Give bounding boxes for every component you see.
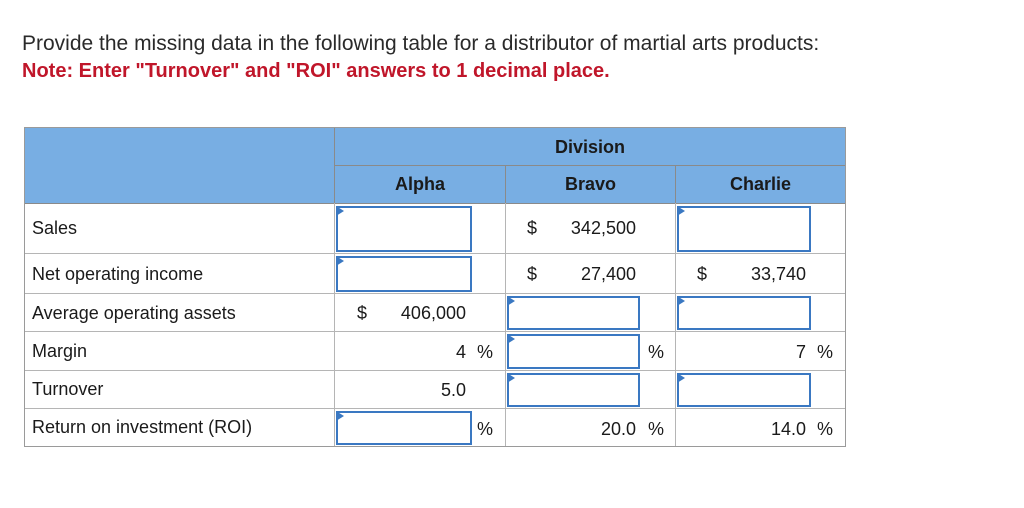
column-divider — [505, 203, 506, 447]
charlie-sales-input[interactable] — [677, 206, 811, 252]
charlie-roi-unit: % — [817, 419, 834, 439]
row-label-net-operating-income: Net operating income — [32, 264, 204, 284]
column-header-alpha: Alpha — [394, 174, 445, 194]
header-label-cell — [24, 127, 335, 204]
bravo-margin-input[interactable] — [507, 334, 640, 369]
bravo-sales-value: 342,500 — [570, 218, 636, 238]
decimal-note: Note: Enter "Turnover" and "ROI" answers to 1 decimal place. — [22, 60, 610, 82]
column-header-charlie: Charlie — [729, 174, 792, 194]
charlie-average-operating-assets-input[interactable] — [677, 296, 811, 330]
instruction-text: Provide the missing data in the following table for a distributor of martial arts products: — [22, 32, 820, 55]
input-marker-icon — [336, 411, 344, 421]
alpha-roi-input[interactable] — [336, 411, 472, 445]
input-marker-icon — [677, 373, 685, 383]
bravo-margin-unit: % — [648, 342, 665, 362]
row-label-roi: Return on investment (ROI) — [32, 417, 253, 437]
alpha-sales-input[interactable] — [336, 206, 472, 252]
alpha-roi-unit: % — [477, 419, 494, 439]
input-marker-icon — [677, 206, 685, 216]
bravo-noi-currency: $ — [527, 264, 538, 284]
roi-data-table — [24, 127, 846, 447]
charlie-roi-value: 14.0 — [770, 419, 806, 439]
input-marker-icon — [336, 256, 344, 266]
input-marker-icon — [677, 296, 685, 306]
alpha-turnover-value: 5.0 — [440, 380, 466, 400]
column-divider — [675, 203, 676, 447]
bravo-noi-value: 27,400 — [580, 264, 636, 284]
alpha-assets-currency: $ — [357, 303, 368, 323]
charlie-noi-value: 33,740 — [750, 264, 806, 284]
alpha-average-operating-assets: 406,000 — [400, 303, 466, 323]
division-header: Division — [554, 137, 625, 157]
input-marker-icon — [507, 373, 515, 383]
row-label-average-operating-assets: Average operating assets — [32, 303, 236, 323]
charlie-noi-currency: $ — [697, 264, 708, 284]
bravo-roi-unit: % — [648, 419, 665, 439]
alpha-net-operating-income-input[interactable] — [336, 256, 472, 292]
alpha-margin-value: 4 — [455, 342, 466, 362]
column-header-bravo: Bravo — [564, 174, 617, 194]
row-label-sales: Sales — [32, 218, 78, 238]
column-divider — [334, 203, 335, 447]
charlie-margin-unit: % — [817, 342, 834, 362]
input-marker-icon — [336, 206, 344, 216]
alpha-margin-unit: % — [477, 342, 494, 362]
charlie-turnover-input[interactable] — [677, 373, 811, 407]
charlie-margin-value: 7 — [795, 342, 806, 362]
bravo-average-operating-assets-input[interactable] — [507, 296, 640, 330]
input-marker-icon — [507, 334, 515, 344]
bravo-sales-currency: $ — [527, 218, 538, 238]
row-label-margin: Margin — [32, 341, 88, 361]
bravo-turnover-input[interactable] — [507, 373, 640, 407]
bravo-roi-value: 20.0 — [600, 419, 636, 439]
row-label-turnover: Turnover — [32, 379, 104, 399]
input-marker-icon — [507, 296, 515, 306]
